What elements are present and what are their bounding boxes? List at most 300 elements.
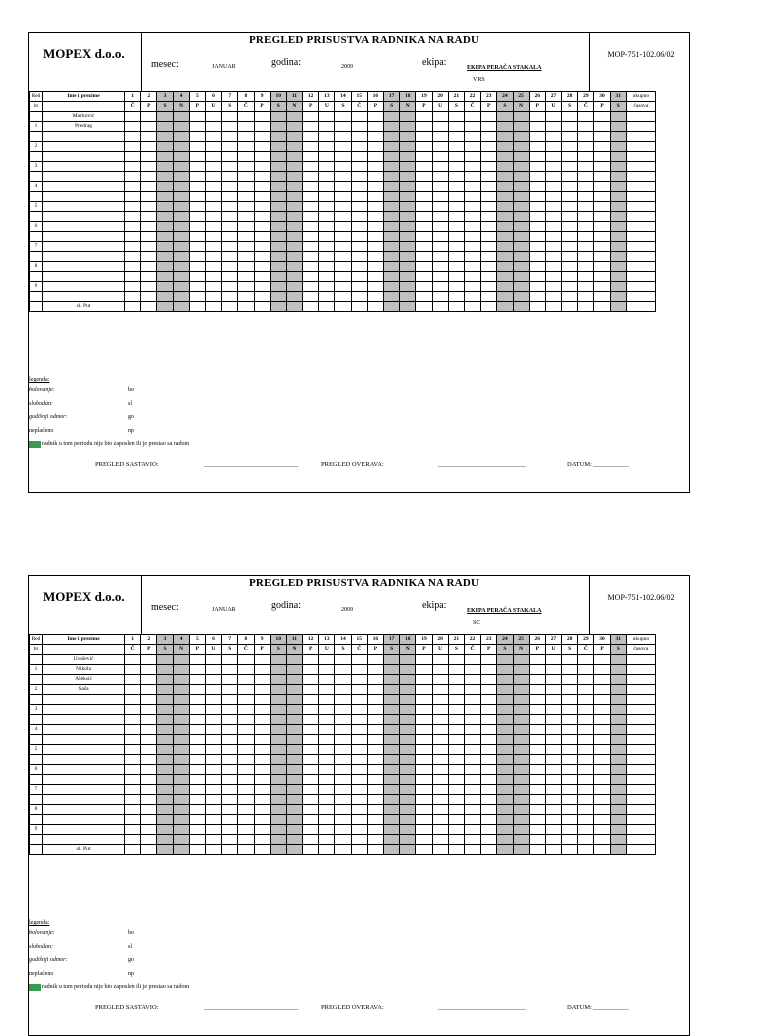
day-hours-cell[interactable]	[254, 222, 270, 232]
day-hours-cell[interactable]	[173, 132, 189, 142]
day-hours-cell[interactable]	[270, 745, 286, 755]
day-hours-cell[interactable]	[610, 162, 626, 172]
day-hours-cell[interactable]	[513, 282, 529, 292]
day-hours-cell[interactable]	[367, 835, 383, 845]
day-hours-cell[interactable]	[384, 112, 400, 122]
day-hours-cell[interactable]	[238, 152, 254, 162]
day-hours-cell[interactable]	[335, 675, 351, 685]
day-hours-cell[interactable]	[286, 192, 302, 202]
day-hours-cell[interactable]	[384, 122, 400, 132]
day-hours-cell[interactable]	[464, 785, 480, 795]
day-hours-cell[interactable]	[351, 795, 367, 805]
day-hours-cell[interactable]	[270, 835, 286, 845]
day-hours-cell[interactable]	[610, 212, 626, 222]
day-hours-cell[interactable]	[432, 705, 448, 715]
day-hours-cell[interactable]	[578, 735, 594, 745]
day-hours-cell[interactable]	[384, 725, 400, 735]
day-hours-cell[interactable]	[270, 785, 286, 795]
day-hours-cell[interactable]	[545, 765, 561, 775]
day-hours-cell[interactable]	[222, 162, 238, 172]
day-hours-cell[interactable]	[270, 815, 286, 825]
day-hours-cell[interactable]	[351, 685, 367, 695]
day-hours-cell[interactable]	[222, 202, 238, 212]
day-hours-cell[interactable]	[141, 835, 157, 845]
day-hours-cell[interactable]	[125, 302, 141, 312]
day-hours-cell[interactable]	[497, 142, 513, 152]
day-hours-cell[interactable]	[562, 745, 578, 755]
day-hours-cell[interactable]	[481, 715, 497, 725]
day-hours-cell[interactable]	[351, 222, 367, 232]
day-hours-cell[interactable]	[173, 735, 189, 745]
day-hours-cell[interactable]	[513, 745, 529, 755]
day-hours-cell[interactable]	[529, 795, 545, 805]
day-hours-cell[interactable]	[351, 112, 367, 122]
day-hours-cell[interactable]	[319, 162, 335, 172]
day-hours-cell[interactable]	[141, 715, 157, 725]
day-hours-cell[interactable]	[173, 292, 189, 302]
day-hours-cell[interactable]	[432, 695, 448, 705]
day-hours-cell[interactable]	[254, 765, 270, 775]
day-hours-cell[interactable]	[189, 755, 205, 765]
day-hours-cell[interactable]	[351, 765, 367, 775]
day-hours-cell[interactable]	[481, 665, 497, 675]
day-hours-cell[interactable]	[367, 705, 383, 715]
day-hours-cell[interactable]	[205, 132, 221, 142]
day-hours-cell[interactable]	[270, 655, 286, 665]
day-hours-cell[interactable]	[222, 665, 238, 675]
total-hours-cell[interactable]	[626, 795, 655, 805]
day-hours-cell[interactable]	[448, 212, 464, 222]
day-hours-cell[interactable]	[464, 212, 480, 222]
day-hours-cell[interactable]	[594, 132, 610, 142]
day-hours-cell[interactable]	[189, 845, 205, 855]
day-hours-cell[interactable]	[157, 172, 173, 182]
day-hours-cell[interactable]	[157, 745, 173, 755]
day-hours-cell[interactable]	[545, 775, 561, 785]
day-hours-cell[interactable]	[578, 715, 594, 725]
day-hours-cell[interactable]	[416, 665, 432, 675]
day-hours-cell[interactable]	[254, 655, 270, 665]
day-hours-cell[interactable]	[286, 182, 302, 192]
day-hours-cell[interactable]	[578, 795, 594, 805]
day-hours-cell[interactable]	[189, 765, 205, 775]
day-hours-cell[interactable]	[545, 715, 561, 725]
day-hours-cell[interactable]	[254, 715, 270, 725]
employee-name-cell[interactable]	[43, 152, 125, 162]
day-hours-cell[interactable]	[610, 795, 626, 805]
total-hours-cell[interactable]	[626, 655, 655, 665]
day-hours-cell[interactable]	[157, 725, 173, 735]
day-hours-cell[interactable]	[610, 835, 626, 845]
day-hours-cell[interactable]	[432, 815, 448, 825]
day-hours-cell[interactable]	[173, 655, 189, 665]
day-hours-cell[interactable]	[594, 835, 610, 845]
day-hours-cell[interactable]	[157, 655, 173, 665]
day-hours-cell[interactable]	[351, 122, 367, 132]
day-hours-cell[interactable]	[270, 272, 286, 282]
day-hours-cell[interactable]	[270, 192, 286, 202]
day-hours-cell[interactable]	[205, 112, 221, 122]
day-hours-cell[interactable]	[238, 242, 254, 252]
day-hours-cell[interactable]	[270, 665, 286, 675]
day-hours-cell[interactable]	[384, 292, 400, 302]
day-hours-cell[interactable]	[335, 272, 351, 282]
day-hours-cell[interactable]	[529, 302, 545, 312]
day-hours-cell[interactable]	[594, 292, 610, 302]
day-hours-cell[interactable]	[529, 695, 545, 705]
day-hours-cell[interactable]	[303, 825, 319, 835]
day-hours-cell[interactable]	[497, 262, 513, 272]
total-hours-cell[interactable]	[626, 825, 655, 835]
day-hours-cell[interactable]	[448, 202, 464, 212]
total-hours-cell[interactable]	[626, 745, 655, 755]
day-hours-cell[interactable]	[367, 172, 383, 182]
day-hours-cell[interactable]	[286, 655, 302, 665]
day-hours-cell[interactable]	[416, 835, 432, 845]
employee-name-cell[interactable]	[43, 272, 125, 282]
day-hours-cell[interactable]	[286, 212, 302, 222]
day-hours-cell[interactable]	[319, 815, 335, 825]
day-hours-cell[interactable]	[594, 655, 610, 665]
day-hours-cell[interactable]	[303, 715, 319, 725]
day-hours-cell[interactable]	[432, 715, 448, 725]
day-hours-cell[interactable]	[497, 805, 513, 815]
date-line[interactable]: ___________	[593, 461, 629, 468]
day-hours-cell[interactable]	[610, 685, 626, 695]
day-hours-cell[interactable]	[141, 122, 157, 132]
day-hours-cell[interactable]	[286, 755, 302, 765]
prepared-by-line[interactable]: _____________________________	[204, 1004, 299, 1011]
day-hours-cell[interactable]	[497, 122, 513, 132]
total-hours-cell[interactable]	[626, 775, 655, 785]
day-hours-cell[interactable]	[416, 162, 432, 172]
day-hours-cell[interactable]	[464, 152, 480, 162]
day-hours-cell[interactable]	[416, 202, 432, 212]
day-hours-cell[interactable]	[351, 182, 367, 192]
day-hours-cell[interactable]	[141, 302, 157, 312]
day-hours-cell[interactable]	[529, 142, 545, 152]
day-hours-cell[interactable]	[384, 805, 400, 815]
total-hours-cell[interactable]	[626, 222, 655, 232]
day-hours-cell[interactable]	[286, 785, 302, 795]
day-hours-cell[interactable]	[173, 815, 189, 825]
day-hours-cell[interactable]	[205, 805, 221, 815]
day-hours-cell[interactable]	[497, 172, 513, 182]
day-hours-cell[interactable]	[545, 232, 561, 242]
day-hours-cell[interactable]	[513, 172, 529, 182]
day-hours-cell[interactable]	[562, 815, 578, 825]
day-hours-cell[interactable]	[529, 675, 545, 685]
total-hours-cell[interactable]	[626, 232, 655, 242]
day-hours-cell[interactable]	[513, 142, 529, 152]
day-hours-cell[interactable]	[497, 202, 513, 212]
day-hours-cell[interactable]	[610, 845, 626, 855]
day-hours-cell[interactable]	[254, 735, 270, 745]
day-hours-cell[interactable]	[319, 282, 335, 292]
day-hours-cell[interactable]	[610, 122, 626, 132]
day-hours-cell[interactable]	[286, 252, 302, 262]
day-hours-cell[interactable]	[286, 735, 302, 745]
day-hours-cell[interactable]	[594, 182, 610, 192]
verified-by-line[interactable]: ___________________________	[438, 461, 526, 468]
day-hours-cell[interactable]	[545, 805, 561, 815]
day-hours-cell[interactable]	[303, 655, 319, 665]
total-hours-cell[interactable]	[626, 845, 655, 855]
day-hours-cell[interactable]	[513, 735, 529, 745]
day-hours-cell[interactable]	[513, 725, 529, 735]
day-hours-cell[interactable]	[562, 182, 578, 192]
employee-name-cell[interactable]	[43, 212, 125, 222]
day-hours-cell[interactable]	[254, 815, 270, 825]
day-hours-cell[interactable]	[254, 835, 270, 845]
day-hours-cell[interactable]	[238, 815, 254, 825]
day-hours-cell[interactable]	[286, 292, 302, 302]
day-hours-cell[interactable]	[578, 212, 594, 222]
day-hours-cell[interactable]	[189, 282, 205, 292]
day-hours-cell[interactable]	[335, 805, 351, 815]
day-hours-cell[interactable]	[529, 745, 545, 755]
day-hours-cell[interactable]	[448, 705, 464, 715]
day-hours-cell[interactable]	[481, 785, 497, 795]
day-hours-cell[interactable]	[594, 252, 610, 262]
day-hours-cell[interactable]	[432, 192, 448, 202]
day-hours-cell[interactable]	[205, 695, 221, 705]
day-hours-cell[interactable]	[545, 262, 561, 272]
day-hours-cell[interactable]	[205, 725, 221, 735]
day-hours-cell[interactable]	[303, 292, 319, 302]
day-hours-cell[interactable]	[400, 835, 416, 845]
day-hours-cell[interactable]	[594, 725, 610, 735]
day-hours-cell[interactable]	[464, 242, 480, 252]
day-hours-cell[interactable]	[610, 192, 626, 202]
day-hours-cell[interactable]	[529, 132, 545, 142]
day-hours-cell[interactable]	[610, 775, 626, 785]
day-hours-cell[interactable]	[545, 112, 561, 122]
day-hours-cell[interactable]	[125, 705, 141, 715]
day-hours-cell[interactable]	[513, 805, 529, 815]
day-hours-cell[interactable]	[578, 252, 594, 262]
day-hours-cell[interactable]	[157, 765, 173, 775]
day-hours-cell[interactable]	[562, 122, 578, 132]
day-hours-cell[interactable]	[448, 685, 464, 695]
total-hours-cell[interactable]	[626, 122, 655, 132]
day-hours-cell[interactable]	[351, 232, 367, 242]
day-hours-cell[interactable]	[384, 815, 400, 825]
day-hours-cell[interactable]	[432, 222, 448, 232]
day-hours-cell[interactable]	[594, 282, 610, 292]
total-hours-cell[interactable]	[626, 755, 655, 765]
day-hours-cell[interactable]	[319, 252, 335, 262]
day-hours-cell[interactable]	[578, 132, 594, 142]
day-hours-cell[interactable]	[529, 232, 545, 242]
day-hours-cell[interactable]	[286, 152, 302, 162]
day-hours-cell[interactable]	[270, 735, 286, 745]
day-hours-cell[interactable]	[238, 142, 254, 152]
day-hours-cell[interactable]	[513, 705, 529, 715]
employee-name-cell[interactable]	[43, 182, 125, 192]
day-hours-cell[interactable]	[448, 675, 464, 685]
day-hours-cell[interactable]	[157, 775, 173, 785]
day-hours-cell[interactable]	[319, 835, 335, 845]
day-hours-cell[interactable]	[610, 252, 626, 262]
day-hours-cell[interactable]	[286, 242, 302, 252]
day-hours-cell[interactable]	[400, 665, 416, 675]
day-hours-cell[interactable]	[157, 122, 173, 132]
day-hours-cell[interactable]	[545, 665, 561, 675]
day-hours-cell[interactable]	[448, 755, 464, 765]
day-hours-cell[interactable]	[529, 805, 545, 815]
day-hours-cell[interactable]	[497, 182, 513, 192]
day-hours-cell[interactable]	[125, 122, 141, 132]
day-hours-cell[interactable]	[562, 262, 578, 272]
employee-name-cell[interactable]	[43, 775, 125, 785]
day-hours-cell[interactable]	[416, 302, 432, 312]
day-hours-cell[interactable]	[594, 112, 610, 122]
day-hours-cell[interactable]	[286, 675, 302, 685]
day-hours-cell[interactable]	[578, 825, 594, 835]
day-hours-cell[interactable]	[319, 262, 335, 272]
day-hours-cell[interactable]	[222, 192, 238, 202]
employee-name-cell[interactable]	[43, 292, 125, 302]
day-hours-cell[interactable]	[173, 252, 189, 262]
day-hours-cell[interactable]	[189, 735, 205, 745]
day-hours-cell[interactable]	[351, 252, 367, 262]
day-hours-cell[interactable]	[400, 825, 416, 835]
day-hours-cell[interactable]	[173, 785, 189, 795]
day-hours-cell[interactable]	[141, 665, 157, 675]
day-hours-cell[interactable]	[270, 715, 286, 725]
day-hours-cell[interactable]	[464, 795, 480, 805]
day-hours-cell[interactable]	[497, 192, 513, 202]
day-hours-cell[interactable]	[189, 745, 205, 755]
day-hours-cell[interactable]	[432, 785, 448, 795]
day-hours-cell[interactable]	[529, 785, 545, 795]
total-hours-cell[interactable]	[626, 182, 655, 192]
day-hours-cell[interactable]	[400, 745, 416, 755]
day-hours-cell[interactable]	[432, 735, 448, 745]
day-hours-cell[interactable]	[286, 172, 302, 182]
day-hours-cell[interactable]	[578, 112, 594, 122]
day-hours-cell[interactable]	[594, 122, 610, 132]
day-hours-cell[interactable]	[448, 192, 464, 202]
day-hours-cell[interactable]	[400, 182, 416, 192]
day-hours-cell[interactable]	[481, 845, 497, 855]
day-hours-cell[interactable]	[529, 222, 545, 232]
day-hours-cell[interactable]	[335, 132, 351, 142]
day-hours-cell[interactable]	[303, 152, 319, 162]
day-hours-cell[interactable]	[416, 142, 432, 152]
day-hours-cell[interactable]	[448, 655, 464, 665]
day-hours-cell[interactable]	[254, 795, 270, 805]
day-hours-cell[interactable]	[319, 122, 335, 132]
day-hours-cell[interactable]	[432, 795, 448, 805]
day-hours-cell[interactable]	[513, 302, 529, 312]
day-hours-cell[interactable]	[205, 122, 221, 132]
day-hours-cell[interactable]	[254, 262, 270, 272]
day-hours-cell[interactable]	[141, 755, 157, 765]
day-hours-cell[interactable]	[464, 845, 480, 855]
day-hours-cell[interactable]	[416, 845, 432, 855]
day-hours-cell[interactable]	[384, 202, 400, 212]
day-hours-cell[interactable]	[562, 172, 578, 182]
day-hours-cell[interactable]	[400, 755, 416, 765]
day-hours-cell[interactable]	[335, 172, 351, 182]
day-hours-cell[interactable]	[464, 705, 480, 715]
day-hours-cell[interactable]	[594, 302, 610, 312]
day-hours-cell[interactable]	[464, 725, 480, 735]
day-hours-cell[interactable]	[432, 745, 448, 755]
day-hours-cell[interactable]	[319, 132, 335, 142]
day-hours-cell[interactable]	[222, 232, 238, 242]
day-hours-cell[interactable]	[335, 825, 351, 835]
day-hours-cell[interactable]	[351, 775, 367, 785]
day-hours-cell[interactable]	[400, 212, 416, 222]
day-hours-cell[interactable]	[238, 252, 254, 262]
day-hours-cell[interactable]	[594, 715, 610, 725]
day-hours-cell[interactable]	[578, 122, 594, 132]
day-hours-cell[interactable]	[367, 252, 383, 262]
day-hours-cell[interactable]	[205, 665, 221, 675]
day-hours-cell[interactable]	[222, 705, 238, 715]
day-hours-cell[interactable]	[367, 242, 383, 252]
day-hours-cell[interactable]	[286, 835, 302, 845]
day-hours-cell[interactable]	[351, 172, 367, 182]
day-hours-cell[interactable]	[141, 815, 157, 825]
day-hours-cell[interactable]	[351, 142, 367, 152]
day-hours-cell[interactable]	[497, 665, 513, 675]
day-hours-cell[interactable]	[400, 655, 416, 665]
day-hours-cell[interactable]	[367, 725, 383, 735]
day-hours-cell[interactable]	[157, 685, 173, 695]
day-hours-cell[interactable]	[303, 212, 319, 222]
day-hours-cell[interactable]	[254, 182, 270, 192]
day-hours-cell[interactable]	[464, 685, 480, 695]
day-hours-cell[interactable]	[367, 805, 383, 815]
day-hours-cell[interactable]	[578, 152, 594, 162]
day-hours-cell[interactable]	[319, 695, 335, 705]
day-hours-cell[interactable]	[125, 815, 141, 825]
day-hours-cell[interactable]	[189, 182, 205, 192]
day-hours-cell[interactable]	[448, 182, 464, 192]
day-hours-cell[interactable]	[529, 262, 545, 272]
day-hours-cell[interactable]	[497, 252, 513, 262]
day-hours-cell[interactable]	[189, 675, 205, 685]
day-hours-cell[interactable]	[351, 302, 367, 312]
day-hours-cell[interactable]	[432, 162, 448, 172]
day-hours-cell[interactable]	[141, 785, 157, 795]
day-hours-cell[interactable]	[351, 755, 367, 765]
day-hours-cell[interactable]	[513, 685, 529, 695]
day-hours-cell[interactable]	[351, 705, 367, 715]
day-hours-cell[interactable]	[400, 725, 416, 735]
total-hours-cell[interactable]	[626, 835, 655, 845]
day-hours-cell[interactable]	[513, 262, 529, 272]
day-hours-cell[interactable]	[173, 695, 189, 705]
day-hours-cell[interactable]	[481, 242, 497, 252]
day-hours-cell[interactable]	[416, 222, 432, 232]
day-hours-cell[interactable]	[481, 122, 497, 132]
day-hours-cell[interactable]	[578, 755, 594, 765]
day-hours-cell[interactable]	[432, 202, 448, 212]
day-hours-cell[interactable]	[416, 715, 432, 725]
day-hours-cell[interactable]	[335, 755, 351, 765]
day-hours-cell[interactable]	[319, 755, 335, 765]
day-hours-cell[interactable]	[303, 122, 319, 132]
day-hours-cell[interactable]	[481, 685, 497, 695]
day-hours-cell[interactable]	[173, 192, 189, 202]
employee-name-cell[interactable]	[43, 142, 125, 152]
day-hours-cell[interactable]	[513, 655, 529, 665]
